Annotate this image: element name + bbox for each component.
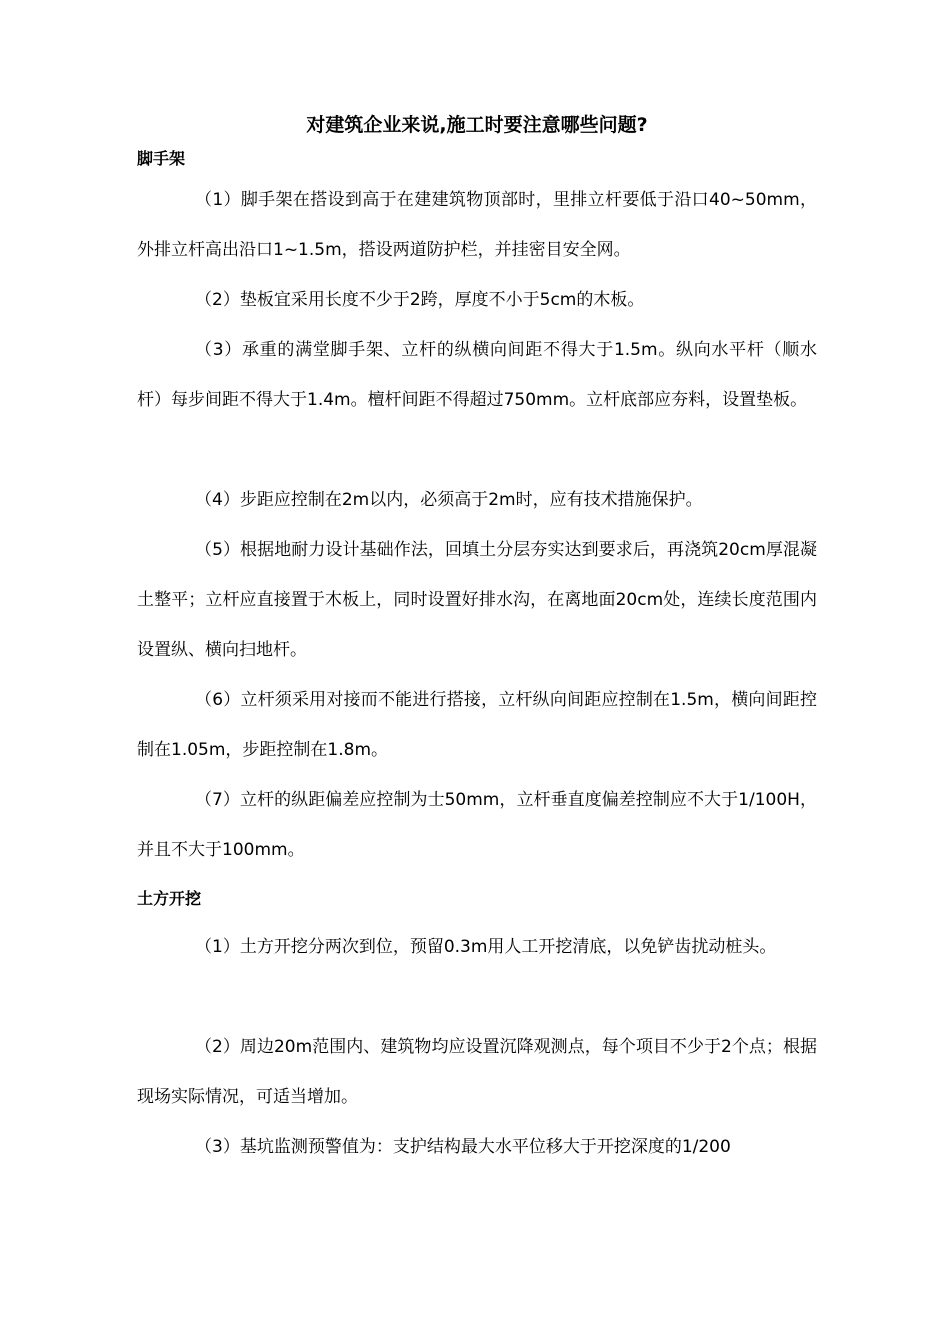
paragraph-scaffolding-5: （5）根据地耐力设计基础作法，回填土分层夯实达到要求后，再浇筑20cm厚混凝土整平；立杆应直接置于木板上，同时设置好排水沟，在离地面20cm处，连续长度范围内设置纵、横向扫地杆。: [137, 540, 817, 660]
paragraph-earthwork-3: （3）基坑监测预警值为：支护结构最大水平位移大于开挖深度的1/200: [195, 1137, 731, 1157]
paragraph-scaffolding-1: （1）脚手架在搭设到高于在建建筑物顶部时，里排立杆要低于沿口40~50mm，外排立杆高出沿口1~1.5m，搭设两道防护栏，并挂密目安全网。: [137, 190, 817, 260]
paragraph-scaffolding-3: （3）承重的满堂脚手架、立杆的纵横向间距不得大于1.5m。纵向水平杆（顺水杆）每步间距不得大于1.4m。檀杆间距不得超过750mm。立杆底部应夯料，设置垫板。: [137, 340, 817, 410]
paragraph-scaffolding-4: （4）步距应控制在2m以内，必须高于2m时，应有技术措施保护。: [195, 490, 703, 510]
document-title: 对建筑企业来说,施工时要注意哪些问题?: [306, 114, 648, 136]
paragraph-scaffolding-6: （6）立杆须采用对接而不能进行搭接，立杆纵向间距应控制在1.5m，横向间距控制在1.05m，步距控制在1.8m。: [137, 690, 817, 760]
paragraph-earthwork-1: （1）土方开挖分两次到位，预留0.3m用人工开挖清底，以免铲齿扰动桩头。: [195, 937, 777, 957]
paragraph-scaffolding-2: （2）垫板宜采用长度不少于2跨，厚度不小于5cm的木板。: [195, 290, 645, 310]
section-heading-scaffolding: 脚手架: [137, 149, 186, 168]
paragraph-scaffolding-7: （7）立杆的纵距偏差应控制为士50mm，立杆垂直度偏差控制应不大于1/100H，并且不大于100mm。: [137, 790, 817, 860]
paragraph-earthwork-2: （2）周边20m范围内、建筑物均应设置沉降观测点，每个项目不少于2个点；根据现场实际情况，可适当增加。: [137, 1037, 817, 1107]
section-heading-earthwork: 土方开挖: [137, 889, 202, 908]
